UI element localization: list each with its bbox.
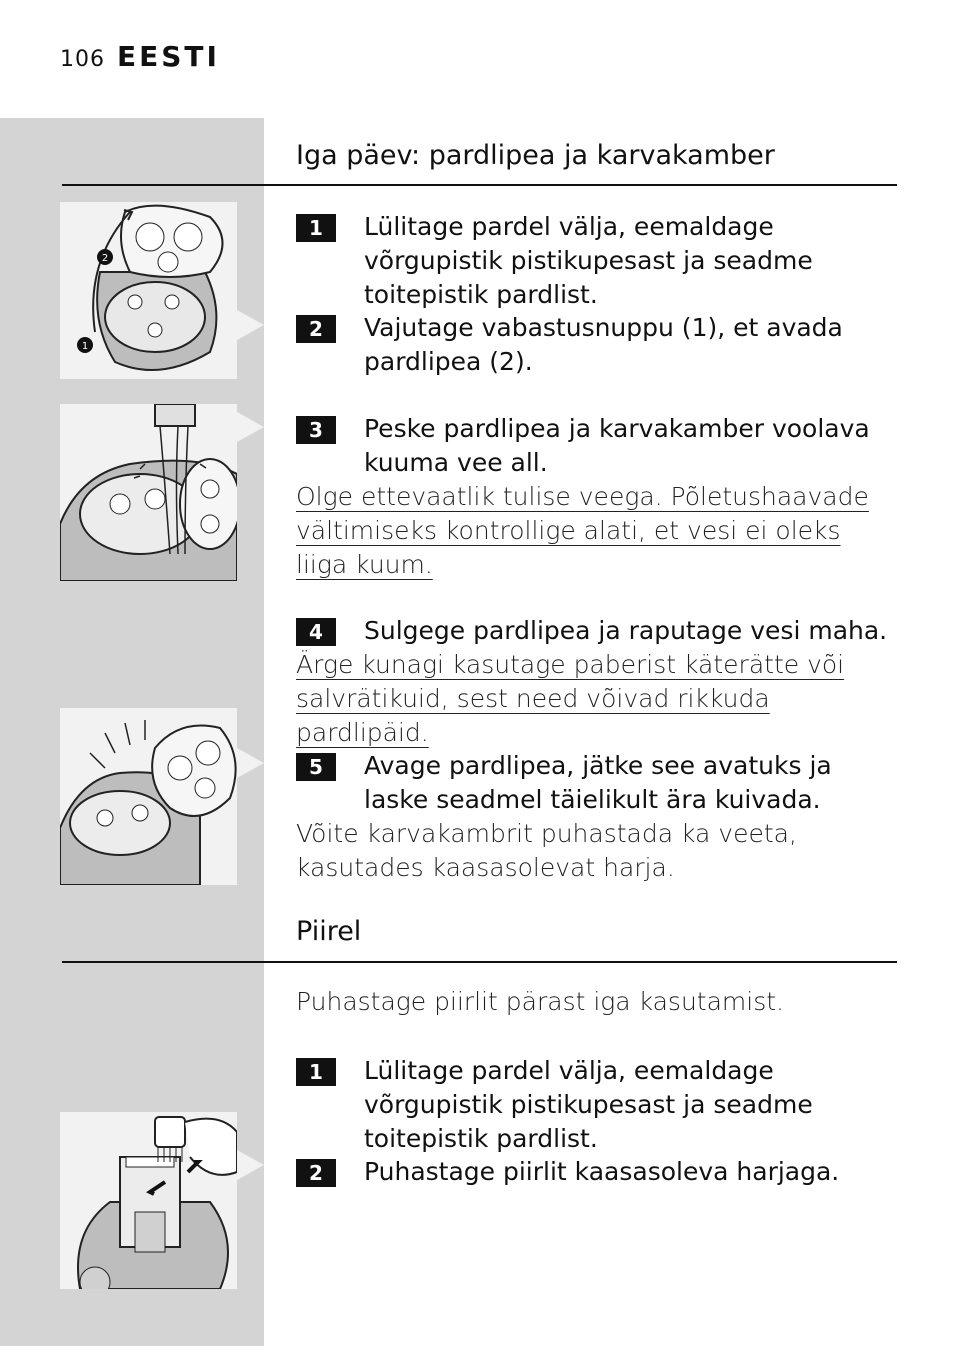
illustration-rinse-under-tap — [60, 404, 237, 581]
step-number: 1 — [296, 214, 336, 242]
illustration-dry-open-head — [60, 708, 237, 885]
step-number: 5 — [296, 753, 336, 781]
illustration-pointer — [237, 1150, 264, 1180]
step-text: Vajutage vabastusnuppu (1), et avada pardlipea (2). — [364, 313, 843, 376]
illustration-open-shaving-head — [60, 202, 237, 379]
step-3 — [296, 412, 896, 480]
step-text: Sulgege pardlipea ja raputage vesi maha. — [364, 616, 888, 645]
illustration-brush-trimmer — [60, 1112, 237, 1289]
illustration-pointer — [237, 310, 264, 340]
illustration-pointer — [237, 412, 264, 442]
warning-hot-water: Olge ettevaatlik tulise veega. Põletushaavade vältimiseks kontrollige alati, et vesi ei oleks liiga kuum. — [296, 482, 869, 579]
callout-1: 1 — [81, 341, 89, 352]
step-4 — [296, 614, 896, 648]
step-text: Lülitage pardel välja, eemaldage võrgupistik pistikupesast ja seadme toitepistik pardlist. — [364, 1056, 813, 1153]
section-title-trimmer: Piirel — [296, 916, 362, 947]
step-text: Peske pardlipea ja karvakamber voolava kuuma vee all. — [364, 414, 870, 477]
note-dry-cleaning: Võite karvakambrit puhastada ka veeta, kasutades kaasasolevat harja. — [296, 819, 797, 882]
step-text: Puhastage piirlit kaasasoleva harjaga. — [364, 1157, 840, 1186]
step-number: 3 — [296, 416, 336, 444]
step-5 — [296, 749, 896, 817]
step-text: Lülitage pardel välja, eemaldage võrgupistik pistikupesast ja seadme toitepistik pardlist. — [364, 212, 813, 309]
trimmer-step-1 — [296, 1054, 896, 1156]
step-number: 2 — [296, 315, 336, 343]
section-title-daily: Iga päev: pardlipea ja karvakamber — [296, 140, 775, 171]
trimmer-step-2 — [296, 1155, 896, 1189]
illustration-pointer — [237, 748, 264, 778]
step-number: 4 — [296, 618, 336, 646]
trimmer-intro: Puhastage piirlit pärast iga kasutamist. — [296, 987, 785, 1016]
step-number: 2 — [296, 1159, 336, 1187]
page-header — [60, 40, 220, 73]
step-text: Avage pardlipea, jätke see avatuks ja laske seadmel täielikult ära kuivada. — [364, 751, 832, 814]
section-rule — [62, 184, 897, 186]
warning-paper-towels: Ärge kunagi kasutage paberist käterätte või salvrätikuid, sest need võivad rikkuda pardlipäid. — [296, 650, 845, 747]
step-1 — [296, 210, 896, 312]
step-number: 1 — [296, 1058, 336, 1086]
step-2 — [296, 311, 896, 379]
page-number: 106 — [60, 47, 105, 72]
language-heading: EESTI — [117, 40, 220, 73]
callout-2: 2 — [101, 253, 109, 264]
section-rule — [62, 961, 897, 963]
